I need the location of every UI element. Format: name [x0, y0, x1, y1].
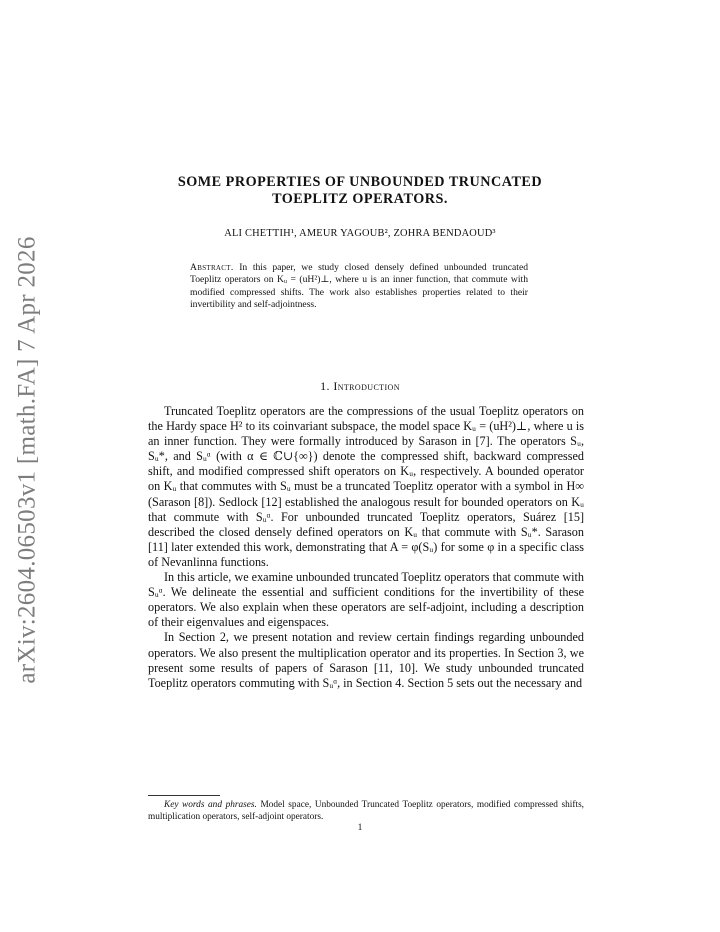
footnote-rule	[148, 795, 220, 796]
abstract-text: In this paper, we study closed densely defined unbounded truncated Toeplitz operators on Kᵤ = (uH²)⊥, where u is an inner function, that commute with modified compressed shifts. The work also establishes properties related to their invertibility and self-adjointness.	[190, 262, 528, 310]
paragraph: In this article, we examine unbounded truncated Toeplitz operators that commute with Sᵤᵅ. We delineate the essential and sufficient conditions for the invertibility of these operators. We also explain when these operators are self-adjoint, including a description of their eigenvalues and eigenspaces.	[148, 570, 584, 630]
arxiv-identifier: arXiv:2604.06503v1 [math.FA] 7 Apr 2026	[14, 236, 41, 684]
arxiv-watermark	[6, 236, 50, 684]
author-list: ALI CHETTIH¹, AMEUR YAGOUB², ZOHRA BENDAOUD³	[224, 228, 496, 239]
footnote-text: Model space, Unbounded Truncated Toeplitz operators, modified compressed shifts, multiplication operators, self-adjoint operators.	[148, 800, 585, 822]
abstract-label: Abstract.	[190, 262, 234, 273]
title-line-2: TOEPLITZ OPERATORS.	[272, 190, 448, 207]
paragraph: In Section 2, we present notation and review certain findings regarding unbounded operators. We also present the multiplication operator and its properties. In Section 3, we present some results of papers of Sarason [11, 10]. We study unbounded truncated Toeplitz operators commuting with Sᵤᵅ, in Section 4. Section 5 sets out the necessary and	[148, 630, 584, 690]
footnote	[148, 799, 584, 823]
page-number: 1	[357, 823, 363, 833]
section-heading	[140, 379, 580, 394]
section-number: 1.	[320, 379, 330, 393]
title-line-1: SOME PROPERTIES OF UNBOUNDED TRUNCATED	[177, 174, 543, 190]
footnote-label: Key words and phrases.	[164, 800, 257, 810]
abstract	[190, 262, 528, 311]
section-body	[148, 404, 584, 691]
paper-title	[140, 174, 580, 207]
paragraph: Truncated Toeplitz operators are the compressions of the usual Toeplitz operators on the Hardy space H² to its coinvariant subspace, the model space Kᵤ = (uH²)⊥, where u is an inner function. They were formally introduced by Sarason in [7]. The operators Sᵤ, Sᵤ*, and Sᵤᵅ (with α ∈ ℂ∪{∞}) denote the compressed shift, backward compressed shift, and modified compressed shift operators on Kᵤ, respectively. A bounded operator on Kᵤ that commutes with Sᵤ must be a truncated Toeplitz operator with a symbol in H∞ (Sarason [8]). Sedlock [12] established the analogous result for bounded operators on Kᵤ that commute with Sᵤᵅ. For unbounded truncated Toeplitz operators, Suárez [15] described the closed densely defined operators on Kᵤ that commute with Sᵤ*. Sarason [11] later extended this work, demonstrating that A = φ(Sᵤ) for some φ in a specific class of Nevanlinna functions.	[148, 404, 584, 569]
section-title: Introduction	[333, 379, 400, 393]
